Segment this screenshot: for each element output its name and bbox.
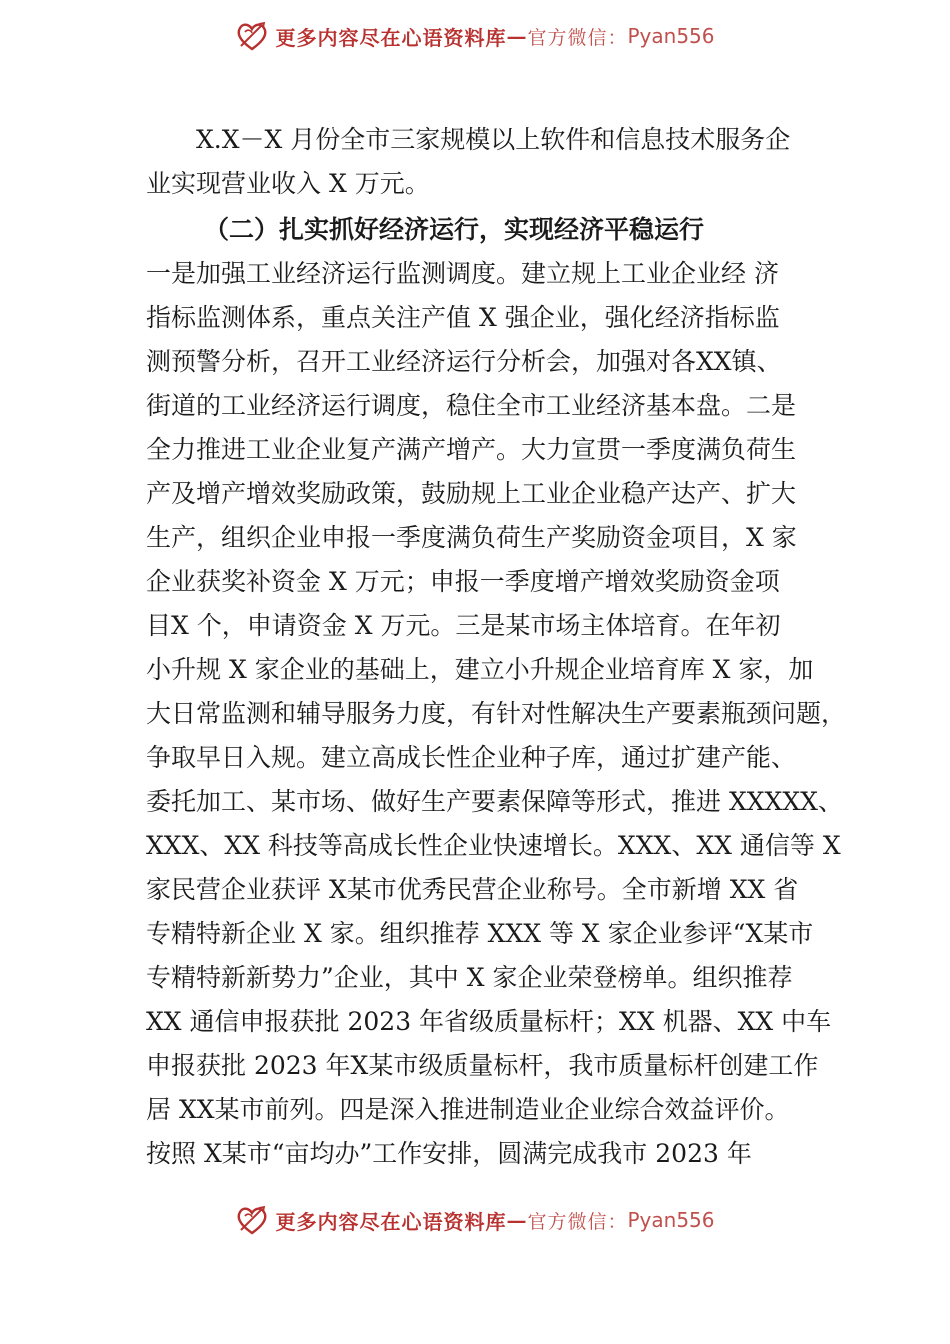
text-line: 业实现营业收入 X 万元。 [146, 169, 430, 198]
banner-dash: — [506, 24, 528, 48]
text-line: X.X－X 月份全市三家规模以上软件和信息技术服务企 [196, 125, 791, 154]
intro-paragraph [146, 118, 826, 206]
text-line: 居 XX某市前列。四是深入推进制造业企业综合效益评价。 [146, 1095, 790, 1124]
text-line: 生产，组织企业申报一季度满负荷生产奖励资金项目，X 家 [146, 523, 797, 552]
banner-dash: — [506, 1208, 528, 1232]
text-line: 产及增产增效奖励政策，鼓励规上工业企业稳产达产、扩大 [146, 479, 797, 508]
text-line: 全力推进工业企业复产满产增产。大力宣贯一季度满负荷生 [146, 435, 797, 464]
text-line: 目X 个，申请资金 X 万元。三是某市场主体培育。在年初 [146, 611, 781, 640]
text-line: 大日常监测和辅导服务力度，有针对性解决生产要素瓶颈问题， [146, 699, 847, 728]
text-line: 专精特新企业 X 家。组织推荐 XXX 等 X 家企业参评“X某市 [146, 919, 814, 948]
text-line: 一是加强工业经济运行监测调度。建立规上工业企业经 济 [146, 259, 779, 288]
header-banner [0, 14, 950, 58]
banner-wechat-id: Pyan556 [627, 1208, 715, 1232]
document-body [146, 118, 847, 1176]
banner-wechat-label: 官方微信： [527, 1210, 628, 1233]
text-line: 专精特新新势力”企业，其中 X 家企业荣登榜单。组织推荐 [146, 963, 793, 992]
text-line: 按照 X某市“亩均办”工作安排，圆满完成我市 2023 年 [146, 1139, 752, 1168]
text-line: 争取早日入规。建立高成长性企业种子库，通过扩建产能、 [146, 743, 797, 772]
banner-brand-text: 更多内容尽在心语资料库 [275, 25, 507, 50]
text-line: 家民营企业获评 X某市优秀民营企业称号。全市新增 XX 省 [146, 875, 799, 904]
text-line: 申报获批 2023 年X某市级质量标杆，我市质量标杆创建工作 [146, 1051, 819, 1080]
text-line: 企业获奖补资金 X 万元；申报一季度增产增效奖励资金项 [146, 567, 780, 596]
banner-wechat-label: 官方微信： [527, 26, 628, 49]
banner-wechat-id: Pyan556 [627, 24, 715, 48]
body-paragraph [146, 252, 847, 1176]
text-line: 小升规 X 家企业的基础上，建立小升规企业培育库 X 家，加 [146, 655, 814, 684]
text-line: 指标监测体系，重点关注产值 X 强企业，强化经济指标监 [146, 303, 780, 332]
banner-brand-text: 更多内容尽在心语资料库 [275, 1209, 507, 1234]
text-line: 测预警分析，召开工业经济运行分析会，加强对各XX镇、 [146, 347, 782, 376]
heart-logo-icon [235, 19, 269, 53]
heart-logo-icon [235, 1203, 269, 1237]
section-heading: （二）扎实抓好经济运行，实现经济平稳运行 [204, 215, 705, 244]
text-line: XXX、XX 科技等高成长性企业快速增长。XXX、XX 通信等 X [146, 831, 841, 860]
text-line: 委托加工、某市场、做好生产要素保障等形式，推进 XXXXX、 [146, 787, 843, 816]
footer-banner [0, 1198, 950, 1242]
text-line: 街道的工业经济运行调度，稳住全市工业经济基本盘。二是 [146, 391, 797, 420]
text-line: XX 通信申报获批 2023 年省级质量标杆；XX 机器、XX 中车 [146, 1007, 832, 1036]
